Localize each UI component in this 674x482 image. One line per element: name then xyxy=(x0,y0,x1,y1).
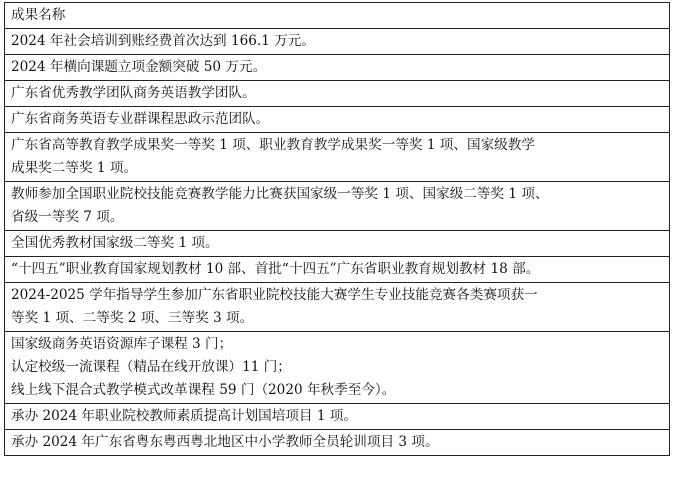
table-cell xyxy=(5,133,670,182)
cell-line: 教师参加全国职业院校技能竞赛教学能力比赛获国家级一等奖 1 项、国家级二等奖 1 项、 xyxy=(11,186,549,202)
cell-line: 广东省优秀教学团队商务英语教学团队。 xyxy=(11,85,256,101)
table-cell xyxy=(5,29,670,55)
table-row xyxy=(5,55,670,81)
table-row xyxy=(5,283,670,332)
cell-line: 承办 2024 年广东省粤东粤西粤北地区中小学教师全员轮训项目 3 项。 xyxy=(11,434,439,450)
table-row xyxy=(5,182,670,231)
cell-line: 2024 年横向课题立项金额突破 50 万元。 xyxy=(11,59,267,75)
cell-line: 省级一等奖 7 项。 xyxy=(11,209,124,225)
table-header-row xyxy=(5,3,670,29)
table-cell xyxy=(5,55,670,81)
header-text: 成果名称 xyxy=(11,7,66,23)
cell-line: 认定校级一流课程（精品在线开放课）11 门； xyxy=(11,359,291,375)
table-cell xyxy=(5,332,670,404)
cell-line: 广东省商务英语专业群课程思政示范团队。 xyxy=(11,111,270,127)
table-cell xyxy=(5,404,670,430)
cell-line: 等奖 1 项、二等奖 2 项、三等奖 3 项。 xyxy=(11,310,254,326)
cell-line: 承办 2024 年职业院校教师素质提高计划国培项目 1 项。 xyxy=(11,408,357,424)
table-row xyxy=(5,133,670,182)
table-cell xyxy=(5,430,670,456)
cell-line: 线上线下混合式教学模式改革课程 59 门（2020 年秋季至今）。 xyxy=(11,382,396,398)
cell-line: 国家级商务英语资源库子课程 3 门； xyxy=(11,336,233,352)
cell-line: 2024 年社会培训到账经费首次达到 166.1 万元。 xyxy=(11,33,315,49)
table-row xyxy=(5,81,670,107)
cell-line: 广东省高等教育教学成果奖一等奖 1 项、职业教育教学成果奖一等奖 1 项、国家级教学 xyxy=(11,137,535,153)
table-cell xyxy=(5,283,670,332)
table-cell xyxy=(5,231,670,257)
achievements-table xyxy=(4,2,670,456)
table-row xyxy=(5,107,670,133)
table-row xyxy=(5,332,670,404)
table-cell xyxy=(5,81,670,107)
table-row xyxy=(5,257,670,283)
cell-line: 全国优秀教材国家级二等奖 1 项。 xyxy=(11,235,219,251)
table-cell xyxy=(5,182,670,231)
cell-line: “十四五”职业教育国家规划教材 10 部、首批“十四五”广东省职业教育规划教材 18 部。 xyxy=(11,261,540,277)
cell-line: 2024-2025 学年指导学生参加广东省职业院校技能大赛学生专业技能竞赛各类赛项获一 xyxy=(11,287,538,303)
table-row xyxy=(5,404,670,430)
table-cell xyxy=(5,107,670,133)
table-row xyxy=(5,29,670,55)
table-header-cell xyxy=(5,3,670,29)
table-cell xyxy=(5,257,670,283)
cell-line: 成果奖二等奖 1 项。 xyxy=(11,160,138,176)
table-row xyxy=(5,231,670,257)
table-row xyxy=(5,430,670,456)
